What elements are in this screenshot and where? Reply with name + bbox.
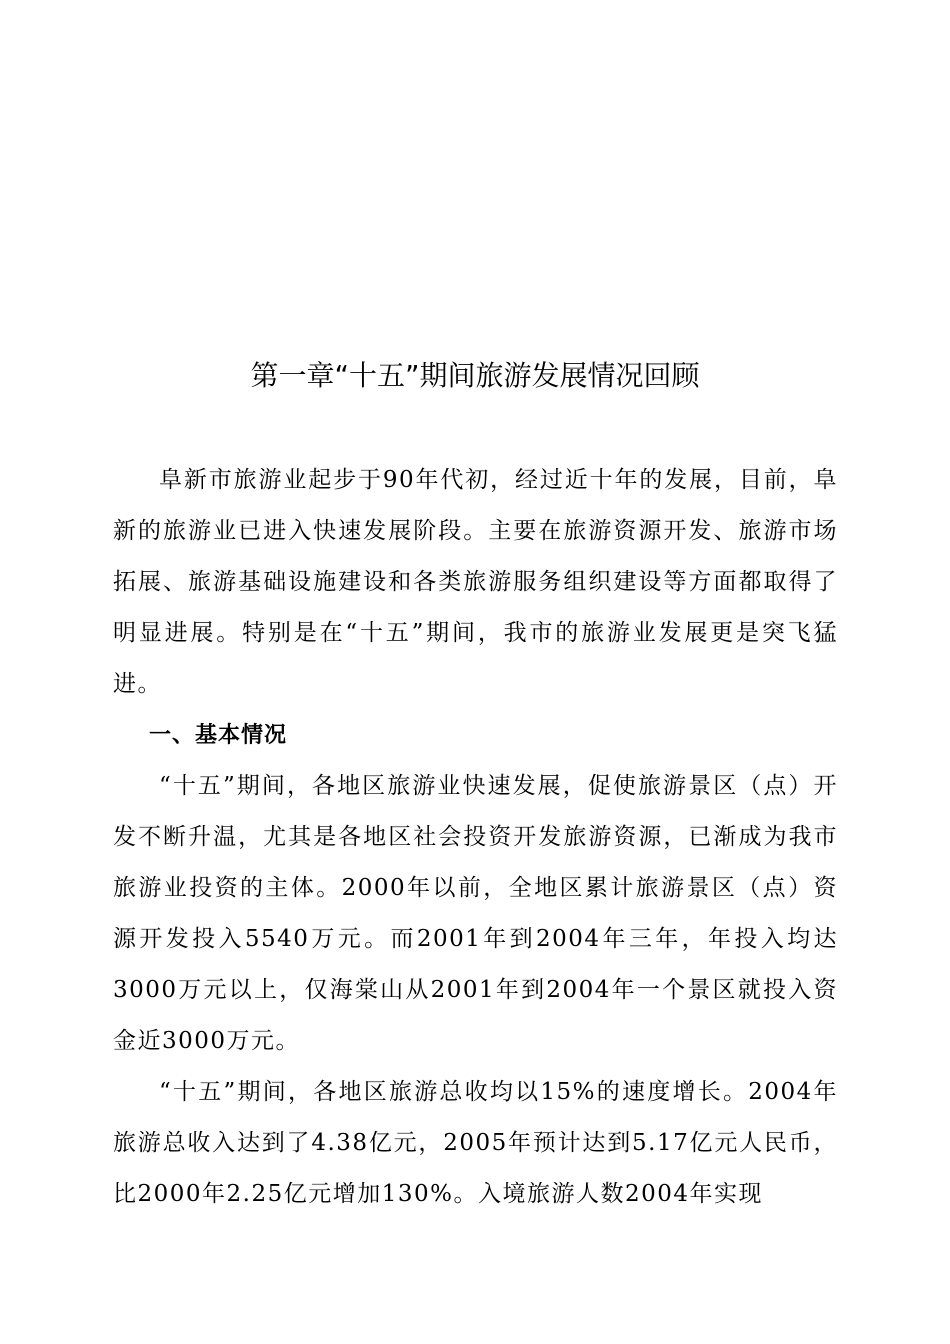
section-heading-basic: 一、基本情况 — [149, 723, 288, 748]
document-body — [113, 455, 838, 1220]
intro-paragraph: 阜新市旅游业起步于90年代初，经过近十年的发展，目前，阜新的旅游业已进入快速发展阶段。主要在旅游资源开发、旅游市场拓展、旅游基础设施建设和各类旅游服务组织建设等方面都取得了明显进展。特别是在“十五”期间，我市的旅游业发展更是突飞猛进。 — [113, 467, 838, 697]
chapter-title: 第一章“十五”期间旅游发展情况回顾 — [250, 359, 700, 392]
basic-paragraph-investment: “十五”期间，各地区旅游业快速发展，促使旅游景区（点）开发不断升温，尤其是各地区社会投资开发旅游资源，已渐成为我市旅游业投资的主体。2000年以前，全地区累计旅游景区（点）资源开发投入5540万元。而2001年到2004年三年，年投入均达3000万元以上，仅海棠山从2001年到2004年一个景区就投入资金近3000万元。 — [113, 773, 838, 1054]
basic-paragraph-revenue: “十五”期间，各地区旅游总收均以15%的速度增长。2004年旅游总收入达到了4.38亿元，2005年预计达到5.17亿元人民币，比2000年2.25亿元增加130%。入境旅游人数2004年实现 — [113, 1079, 838, 1207]
